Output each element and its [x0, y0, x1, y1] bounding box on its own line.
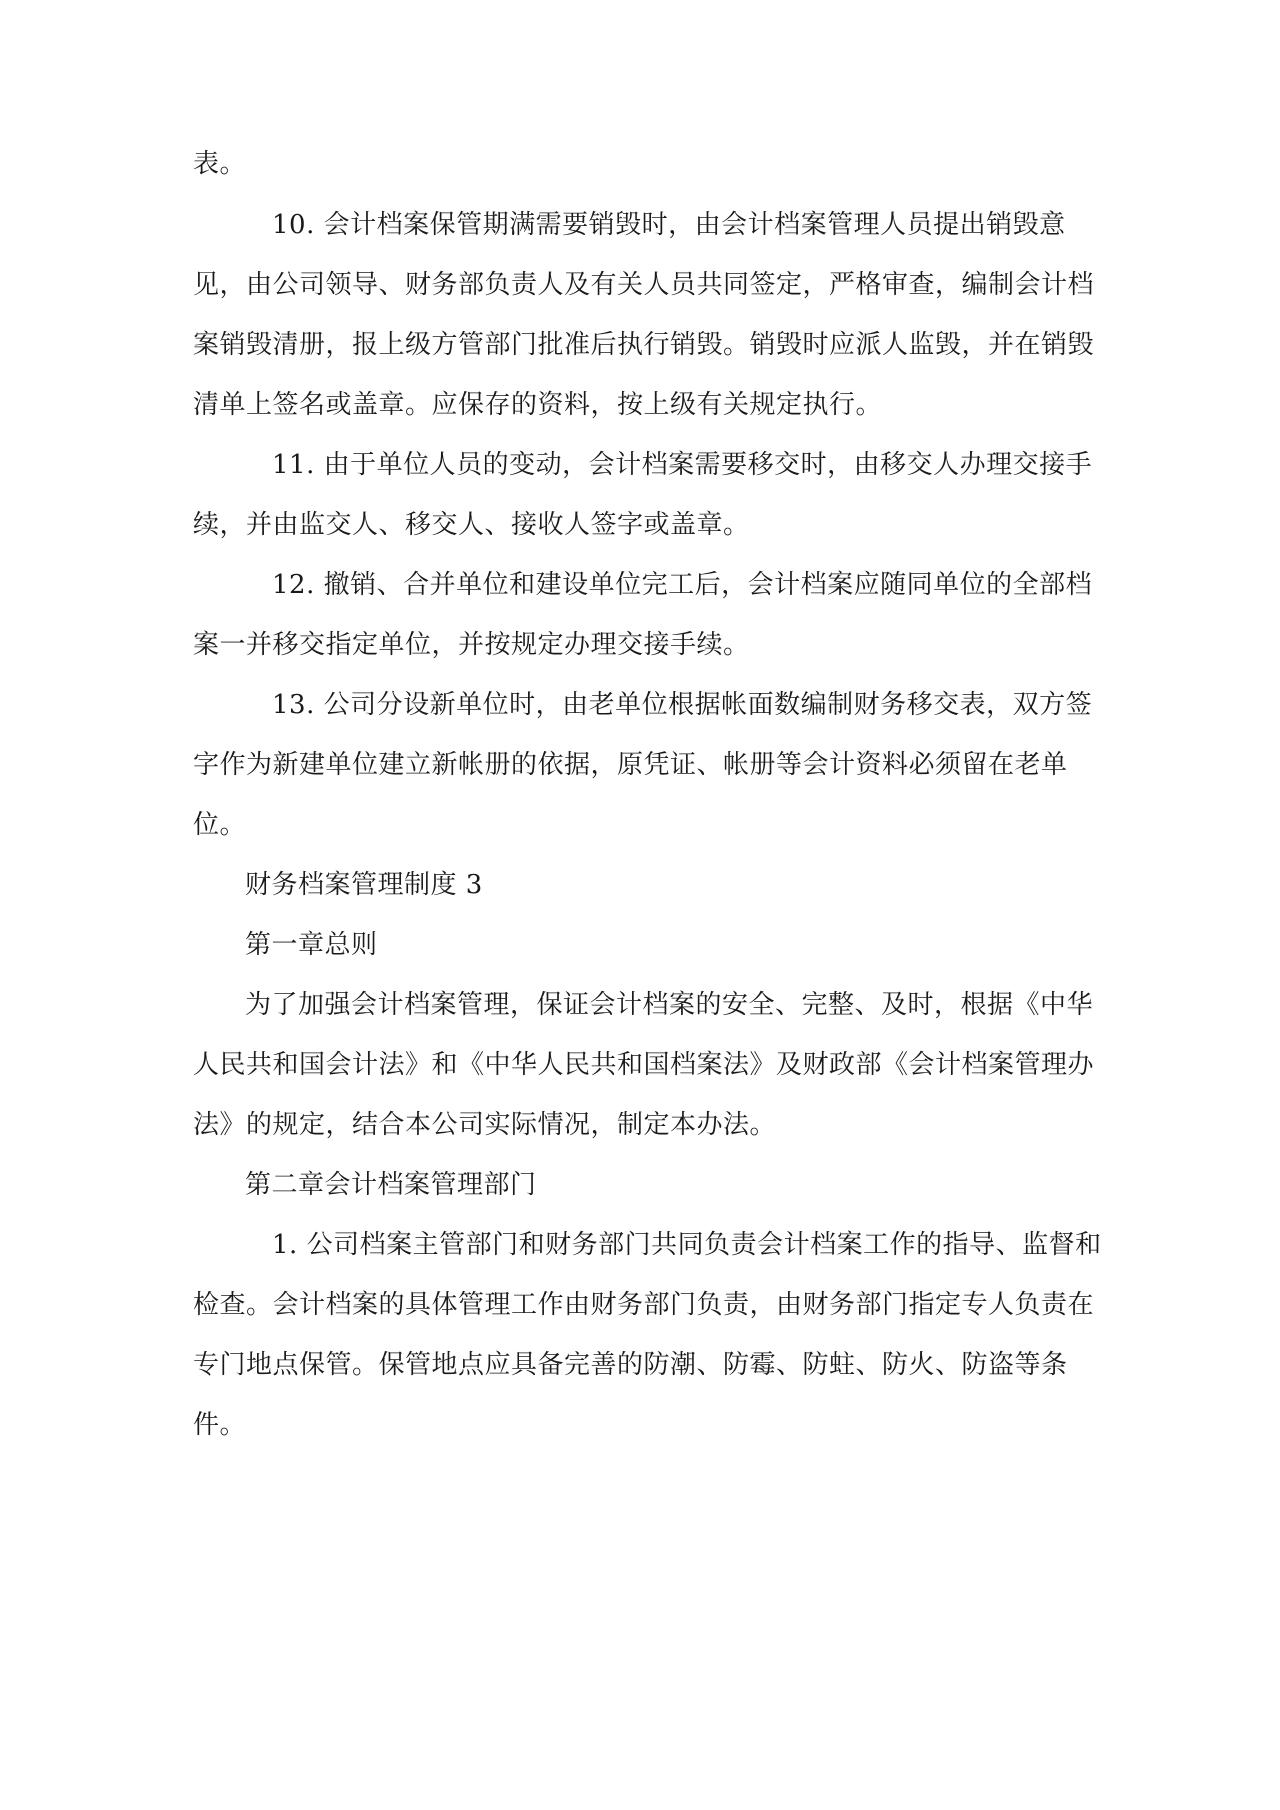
item-12-line-2: 案一并移交指定单位，并按规定办理交接手续。 — [193, 630, 750, 660]
chapter-2-heading: 第二章会计档案管理部门 — [245, 1170, 537, 1200]
item-1-line-2: 检查。会计档案的具体管理工作由财务部门负责，由财务部门指定专人负责在 — [193, 1290, 1095, 1320]
item-10-line-2: 见，由公司领导、财务部负责人及有关人员共同签定，严格审查，编制会计档 — [193, 270, 1095, 300]
item-1-line-3: 专门地点保管。保管地点应具备完善的防潮、防霉、防蛀、防火、防盗等条 — [193, 1350, 1068, 1380]
text-line-continuation: 表。 — [193, 149, 247, 179]
item-13-line-1: 13. 公司分设新单位时，由老单位根据帐面数编制财务移交表，双方签 — [272, 690, 1093, 720]
intro-line-2: 人民共和国会计法》和《中华人民共和国档案法》及财政部《会计档案管理办 — [193, 1050, 1095, 1080]
item-1-line-4: 件。 — [193, 1410, 247, 1440]
item-11-line-2: 续，并由监交人、移交人、接收人签字或盖章。 — [193, 510, 750, 540]
item-10-line-1: 10. 会计档案保管期满需要销毁时，由会计档案管理人员提出销毁意 — [272, 210, 1066, 240]
section-title: 财务档案管理制度 3 — [245, 870, 483, 900]
item-1-line-1: 1. 公司档案主管部门和财务部门共同负责会计档案工作的指导、监督和 — [272, 1230, 1102, 1260]
item-10-line-4: 清单上签名或盖章。应保存的资料，按上级有关规定执行。 — [193, 390, 883, 420]
item-10-line-3: 案销毁清册，报上级方管部门批准后执行销毁。销毁时应派人监毁，并在销毁 — [193, 330, 1095, 360]
item-11-line-1: 11. 由于单位人员的变动，会计档案需要移交时，由移交人办理交接手 — [272, 450, 1093, 480]
item-12-line-1: 12. 撤销、合并单位和建设单位完工后，会计档案应随同单位的全部档 — [272, 570, 1093, 600]
item-13-line-3: 位。 — [193, 810, 247, 840]
chapter-1-heading: 第一章总则 — [245, 930, 378, 960]
intro-line-1: 为了加强会计档案管理，保证会计档案的安全、完整、及时，根据《中华 — [245, 990, 1094, 1020]
item-13-line-2: 字作为新建单位建立新帐册的依据，原凭证、帐册等会计资料必须留在老单 — [193, 750, 1068, 780]
intro-line-3: 法》的规定，结合本公司实际情况，制定本办法。 — [193, 1110, 777, 1140]
